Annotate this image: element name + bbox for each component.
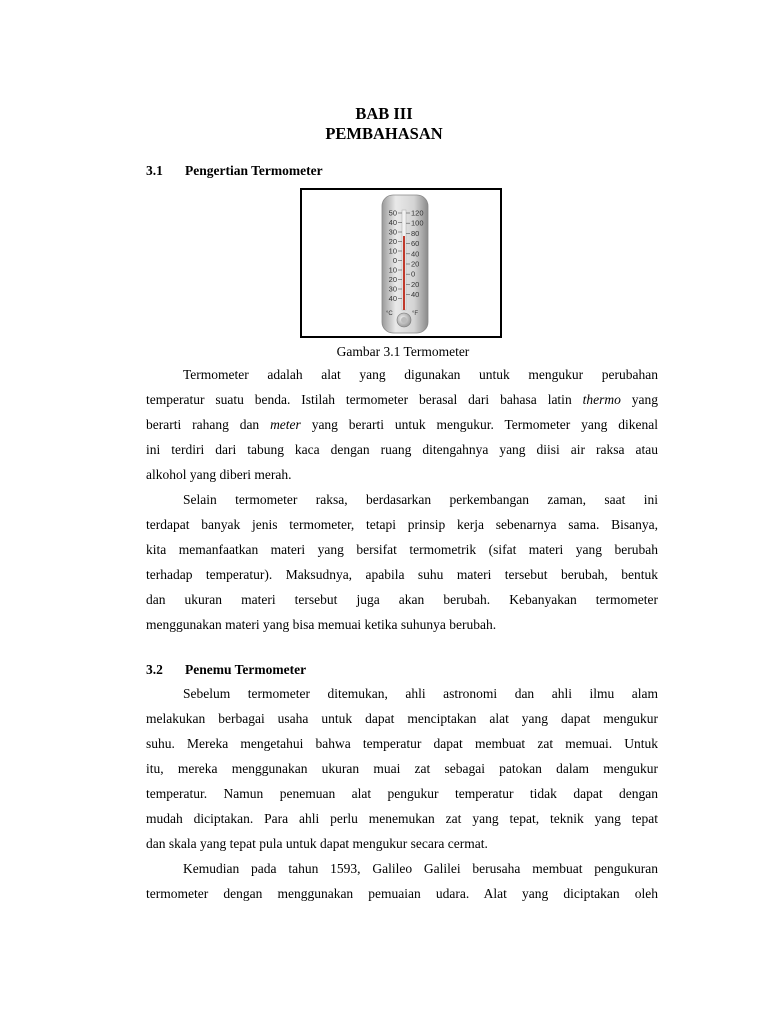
text-line: Sebelum termometer ditemukan, ahli astronomi dan ahli ilmu alam: [183, 686, 658, 701]
fahrenheit-tick-label: 40: [411, 290, 420, 300]
text-line: Selain termometer raksa, berdasarkan perkembangan zaman, saat ini: [183, 492, 658, 507]
text-line: Kemudian pada tahun 1593, Galileo Galilei berusaha membuat pengukuran: [183, 861, 658, 876]
bulb-center: [401, 317, 407, 323]
thermometer-illustration: [302, 190, 500, 336]
text-line: terdapat banyak jenis termometer, tetapi prinsip kerja sebenarnya sama. Bisanya,: [146, 517, 658, 532]
text-line: menggunakan materi yang bisa memuai ketika suhunya berubah.: [146, 617, 497, 632]
celsius-tick-label: 40: [388, 294, 397, 303]
text-line: mudah diciptakan. Para ahli perlu menemukan zat yang tepat, teknik yang tepat: [146, 811, 658, 826]
text-line: temperatur. Namun penemuan alat pengukur temperatur tidak dapat dengan: [146, 786, 658, 801]
celsius-tick-label: 0: [392, 256, 397, 265]
section-heading-3-1: [146, 162, 323, 180]
celsius-tick-label: 10: [388, 246, 397, 256]
chapter-title: PEMBAHASAN: [325, 124, 443, 143]
celsius-tick-label: 30: [388, 284, 397, 294]
fahrenheit-tick-label: 0: [411, 269, 416, 279]
fahrenheit-tick-label: 20: [411, 259, 420, 269]
fahrenheit-tick-label: 120: [411, 208, 424, 218]
text-line: dan skala yang tepat pula untuk dapat mengukur secara cermat.: [146, 836, 488, 851]
text-line: temperatur suatu benda. Istilah termometer berasal dari bahasa latin thermo yang: [146, 392, 658, 407]
mercury-column: [403, 236, 405, 310]
italic-term: meter: [270, 417, 301, 432]
celsius-tick-label: 20: [388, 275, 397, 284]
italic-term: thermo: [582, 392, 621, 407]
text-line: ini terdiri dari tabung kaca dengan ruang ditengahnya yang diisi air raksa atau: [146, 442, 658, 457]
section-title: Penemu Termometer: [185, 662, 307, 677]
text-line: alkohol yang diberi merah.: [146, 467, 292, 482]
text-line: kita memanfaatkan materi yang bersifat termometrik (sifat materi yang berubah: [146, 542, 658, 557]
text-line: suhu. Mereka mengetahui bahwa temperatur dapat membuat zat memuai. Untuk: [146, 736, 658, 751]
fahrenheit-tick-label: 100: [411, 218, 424, 228]
paragraph-3: [146, 681, 658, 856]
celsius-tick-label: 50: [388, 208, 397, 218]
text-line: berarti rahang dan meter yang berarti untuk mengukur. Termometer yang dikenal: [146, 417, 658, 432]
fahrenheit-tick-label: 80: [411, 228, 420, 238]
fahrenheit-tick-label: 40: [411, 249, 420, 259]
celsius-tick-label: 40: [388, 218, 397, 227]
figure-caption: Gambar 3.1 Termometer: [336, 344, 470, 359]
text-line: termometer dengan menggunakan pemuaian udara. Alat yang diciptakan oleh: [146, 886, 658, 901]
paragraph-2: [146, 487, 658, 637]
thermometer-figure: [300, 188, 502, 338]
section-number: 3.2: [146, 662, 163, 677]
celsius-tick-label: 30: [388, 227, 397, 237]
celsius-unit: °C: [386, 311, 393, 317]
paragraph-4: [146, 856, 658, 906]
celsius-tick-label: 10: [388, 265, 397, 275]
fahrenheit-tick-label: 20: [411, 279, 420, 289]
section-title: Pengertian Termometer: [185, 163, 323, 178]
text-line: dan ukuran materi tersebut juga akan berubah. Kebanyakan termometer: [146, 592, 658, 607]
section-number: 3.1: [146, 163, 163, 178]
section-heading-3-2: [146, 661, 306, 679]
celsius-tick-label: 20: [388, 237, 397, 246]
fahrenheit-tick-label: 60: [411, 239, 420, 249]
fahrenheit-unit: °F: [412, 311, 419, 317]
text-line: itu, mereka menggunakan ukuran muai zat sebagai patokan dalam mengukur: [146, 761, 658, 776]
text-line: melakukan berbagai usaha untuk dapat menciptakan alat yang dapat mengukur: [146, 711, 658, 726]
text-line: terhadap temperatur). Maksudnya, apabila suhu materi tersebut berubah, bentuk: [146, 567, 658, 582]
chapter-number: BAB III: [355, 104, 413, 123]
paragraph-1: [146, 362, 658, 487]
text-line: Termometer adalah alat yang digunakan untuk mengukur perubahan: [183, 367, 658, 382]
